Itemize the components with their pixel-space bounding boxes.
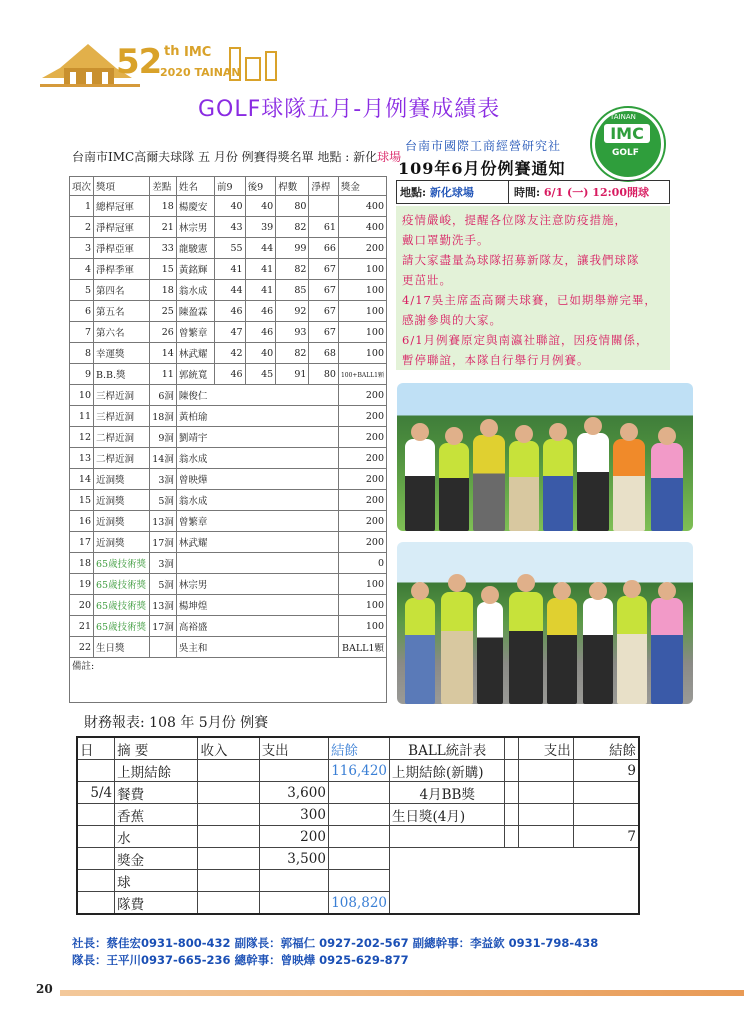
cell: 第六名 bbox=[94, 322, 150, 343]
table-row bbox=[70, 406, 387, 427]
cell: 4月BB獎 bbox=[390, 782, 505, 804]
cell: 13 bbox=[70, 448, 94, 469]
cell: 3,500 bbox=[259, 848, 328, 870]
cell: 20 bbox=[70, 595, 94, 616]
cell: 99 bbox=[276, 238, 309, 259]
cell: 108,820 bbox=[328, 892, 389, 915]
cell: 餐費 bbox=[115, 782, 198, 804]
cell: 40 bbox=[245, 343, 276, 364]
cell: 高裕盛 bbox=[176, 616, 338, 637]
cell: 65歲技術獎 bbox=[94, 574, 150, 595]
cell: 200 bbox=[338, 532, 386, 553]
cell: 82 bbox=[276, 259, 309, 280]
table-row bbox=[77, 848, 639, 870]
cell bbox=[518, 870, 573, 892]
cell: 第四名 bbox=[94, 280, 150, 301]
cell: 46 bbox=[245, 322, 276, 343]
awards-title-highlight: 球場 bbox=[377, 150, 402, 164]
cell: 65歲技術獎 bbox=[94, 616, 150, 637]
cell: 林宗男 bbox=[176, 574, 338, 595]
cell: 45 bbox=[245, 364, 276, 385]
awards-title bbox=[72, 148, 401, 165]
cell: 82 bbox=[276, 217, 309, 238]
cell: 黃柏瑜 bbox=[176, 406, 338, 427]
cell bbox=[505, 760, 518, 782]
cell: 郭統寬 bbox=[176, 364, 214, 385]
notice-line: 4/17吳主席盃高爾夫球賽，已如期舉辦完畢， bbox=[402, 293, 657, 307]
badge-top-text: TAINAN bbox=[610, 113, 636, 121]
cell: 18 bbox=[150, 280, 177, 301]
table-row bbox=[70, 259, 387, 280]
cell bbox=[573, 848, 639, 870]
table-row bbox=[70, 217, 387, 238]
cell bbox=[328, 782, 389, 804]
cell: 300 bbox=[259, 804, 328, 826]
cell bbox=[328, 804, 389, 826]
cell: 67 bbox=[309, 280, 339, 301]
cell bbox=[77, 804, 115, 826]
cell: 46 bbox=[214, 364, 245, 385]
cell: 17洞 bbox=[150, 532, 177, 553]
cell: 曾映燁 bbox=[176, 469, 338, 490]
table-row bbox=[70, 301, 387, 322]
cell bbox=[390, 892, 505, 915]
cell: 楊坤煌 bbox=[176, 595, 338, 616]
team-photo-lot bbox=[397, 542, 693, 704]
table-row bbox=[77, 782, 639, 804]
cell: 21 bbox=[70, 616, 94, 637]
cell: 200 bbox=[338, 448, 386, 469]
cell bbox=[150, 637, 177, 658]
cell: 41 bbox=[214, 259, 245, 280]
cell: 15 bbox=[150, 259, 177, 280]
cell: 67 bbox=[309, 322, 339, 343]
awards-col-name: 姓名 bbox=[176, 177, 214, 196]
team-photo-course bbox=[397, 383, 693, 531]
time-value: 6/1 (一) 12:00開球 bbox=[543, 186, 649, 199]
cell bbox=[198, 760, 259, 782]
cell: 隊費 bbox=[115, 892, 198, 915]
cell: 14 bbox=[70, 469, 94, 490]
cell: 25 bbox=[150, 301, 177, 322]
cell: 17洞 bbox=[150, 616, 177, 637]
cell: 林武耀 bbox=[176, 343, 214, 364]
table-row bbox=[70, 637, 387, 658]
notice-line: 感謝參與的大家。 bbox=[402, 313, 502, 327]
footer-bar bbox=[60, 990, 744, 996]
table-row bbox=[70, 238, 387, 259]
cell: 43 bbox=[214, 217, 245, 238]
cell: 陳盈霖 bbox=[176, 301, 214, 322]
cell: 上期結餘(新購) bbox=[390, 760, 505, 782]
awards-header-row bbox=[70, 177, 387, 196]
cell: 曾繁章 bbox=[176, 322, 214, 343]
cell: 100 bbox=[338, 280, 386, 301]
cell: 6 bbox=[70, 301, 94, 322]
notice-line: 戴口罩勤洗手。 bbox=[402, 233, 490, 247]
awards-col-back9: 後9 bbox=[245, 177, 276, 196]
cell bbox=[259, 760, 328, 782]
cell: 第五名 bbox=[94, 301, 150, 322]
cell bbox=[328, 826, 389, 848]
cell bbox=[328, 870, 389, 892]
awards-col-handicap: 差點 bbox=[150, 177, 177, 196]
cell: 8 bbox=[70, 343, 94, 364]
time-label: 時間: bbox=[514, 186, 541, 199]
table-row bbox=[70, 322, 387, 343]
cell: 16 bbox=[70, 511, 94, 532]
ball-col-title: BALL統計表 bbox=[390, 737, 505, 760]
awards-col-strokes: 桿數 bbox=[276, 177, 309, 196]
notice-time bbox=[514, 184, 649, 200]
cell bbox=[505, 848, 518, 870]
cell bbox=[518, 760, 573, 782]
finance-col-summary: 摘 要 bbox=[115, 737, 198, 760]
cell: 33 bbox=[150, 238, 177, 259]
finance-title: 財務報表: 108 年 5月份 例賽 bbox=[84, 715, 269, 731]
cell: 15 bbox=[70, 490, 94, 511]
cell bbox=[505, 870, 518, 892]
notice-line: 請大家盡量為球隊招募新隊友，讓我們球隊 bbox=[402, 253, 640, 267]
ball-col-blank bbox=[505, 737, 518, 760]
cell: 61 bbox=[309, 217, 339, 238]
cell: 13洞 bbox=[150, 595, 177, 616]
staff-line-1: 社長：蔡佳宏0931-800-432 副隊長：郭福仁 0927-202-567 副總幹事：李益欽 0931-798-438 bbox=[72, 936, 599, 950]
cell: 12 bbox=[70, 427, 94, 448]
cell: 翁水成 bbox=[176, 280, 214, 301]
cell: 400 bbox=[338, 196, 386, 217]
table-row bbox=[77, 892, 639, 915]
cell: 100 bbox=[338, 616, 386, 637]
cell: 44 bbox=[245, 238, 276, 259]
badge-golf-text: GOLF bbox=[612, 148, 639, 158]
cell: 3洞 bbox=[150, 469, 177, 490]
cell: 1 bbox=[70, 196, 94, 217]
cell: 400 bbox=[338, 217, 386, 238]
cell: 曾繁章 bbox=[176, 511, 338, 532]
cell: 100 bbox=[338, 574, 386, 595]
cell bbox=[518, 782, 573, 804]
cell: 6洞 bbox=[150, 385, 177, 406]
cell: 9洞 bbox=[150, 427, 177, 448]
cell: 46 bbox=[214, 301, 245, 322]
cell: 三桿近洞 bbox=[94, 406, 150, 427]
logo-number: 52 bbox=[116, 42, 162, 82]
cell: 17 bbox=[70, 532, 94, 553]
cell: 18 bbox=[150, 196, 177, 217]
notice-line: 6/1月例賽原定與南瀛社聯誼，因疫情關係， bbox=[402, 333, 649, 347]
cell bbox=[259, 892, 328, 915]
cell: 14 bbox=[150, 343, 177, 364]
cell: 100+BALL1顆 bbox=[338, 364, 386, 385]
cell: 200 bbox=[338, 385, 386, 406]
cell: 0 bbox=[338, 553, 386, 574]
table-row bbox=[70, 574, 387, 595]
table-row bbox=[70, 490, 387, 511]
cell bbox=[573, 804, 639, 826]
table-row bbox=[77, 826, 639, 848]
cell: 9 bbox=[70, 364, 94, 385]
cell: 18 bbox=[70, 553, 94, 574]
table-row bbox=[77, 804, 639, 826]
cell: 11 bbox=[150, 364, 177, 385]
table-row bbox=[70, 427, 387, 448]
cell: 39 bbox=[245, 217, 276, 238]
cell: 200 bbox=[259, 826, 328, 848]
cell: 幸運獎 bbox=[94, 343, 150, 364]
cell: 91 bbox=[276, 364, 309, 385]
cell bbox=[573, 892, 639, 915]
staff-line-2: 隊長：王平川0937-665-236 總幹事：曾映燁 0925-629-877 bbox=[72, 953, 409, 967]
cell: 93 bbox=[276, 322, 309, 343]
badge-imc-text: IMC bbox=[604, 124, 650, 143]
cell: 陳俊仁 bbox=[176, 385, 338, 406]
awards-col-front9: 前9 bbox=[214, 177, 245, 196]
cell: 5/4 bbox=[77, 782, 115, 804]
cell: 楊慶安 bbox=[176, 196, 214, 217]
table-row bbox=[70, 343, 387, 364]
cell bbox=[573, 870, 639, 892]
cell bbox=[518, 826, 573, 848]
logo-suffix: th bbox=[164, 44, 180, 59]
cell: BALL1顆 bbox=[338, 637, 386, 658]
cell: 5 bbox=[70, 280, 94, 301]
cell: 85 bbox=[276, 280, 309, 301]
cell: 46 bbox=[245, 301, 276, 322]
cell: 11 bbox=[70, 406, 94, 427]
cell: 翁水成 bbox=[176, 490, 338, 511]
cell bbox=[198, 848, 259, 870]
cell: 林宗男 bbox=[176, 217, 214, 238]
page-number: 20 bbox=[36, 982, 53, 996]
cell: 球 bbox=[115, 870, 198, 892]
finance-col-balance: 結餘 bbox=[328, 737, 389, 760]
cell: 水 bbox=[115, 826, 198, 848]
finance-col-date: 日 bbox=[77, 737, 115, 760]
cell: 3洞 bbox=[150, 553, 177, 574]
cell: 41 bbox=[245, 280, 276, 301]
ball-col-balance: 結餘 bbox=[573, 737, 639, 760]
cell: 近洞獎 bbox=[94, 469, 150, 490]
cell: 44 bbox=[214, 280, 245, 301]
cell: 龍駿憲 bbox=[176, 238, 214, 259]
cell: 劉靖宇 bbox=[176, 427, 338, 448]
cell: 67 bbox=[309, 301, 339, 322]
cell: 9 bbox=[573, 760, 639, 782]
cell bbox=[77, 826, 115, 848]
cell: 4 bbox=[70, 259, 94, 280]
info-divider bbox=[508, 180, 509, 204]
cell: 總桿冠軍 bbox=[94, 196, 150, 217]
cell: 22 bbox=[70, 637, 94, 658]
table-row bbox=[70, 448, 387, 469]
cell bbox=[505, 804, 518, 826]
notice-location bbox=[400, 184, 474, 200]
cell: 7 bbox=[573, 826, 639, 848]
cell bbox=[390, 848, 505, 870]
table-row bbox=[70, 511, 387, 532]
cell bbox=[77, 870, 115, 892]
cell: 翁水成 bbox=[176, 448, 338, 469]
cell: 66 bbox=[309, 238, 339, 259]
cell: 200 bbox=[338, 469, 386, 490]
location-label: 地點: bbox=[400, 186, 427, 199]
logo-imc: IMC bbox=[184, 45, 212, 60]
cell bbox=[505, 782, 518, 804]
table-row bbox=[70, 616, 387, 637]
cell: 200 bbox=[338, 490, 386, 511]
notice-title: 109年6月份例賽通知 bbox=[398, 159, 566, 178]
cell: 21 bbox=[150, 217, 177, 238]
table-row bbox=[70, 385, 387, 406]
cell: 200 bbox=[338, 427, 386, 448]
cell: 67 bbox=[309, 259, 339, 280]
cell bbox=[77, 848, 115, 870]
cell bbox=[518, 804, 573, 826]
notice-line: 更茁壯。 bbox=[402, 273, 452, 287]
cell: 18洞 bbox=[150, 406, 177, 427]
cell bbox=[309, 196, 339, 217]
cell: 2 bbox=[70, 217, 94, 238]
cell: 65歲技術獎 bbox=[94, 595, 150, 616]
cell: 10 bbox=[70, 385, 94, 406]
cell: 200 bbox=[338, 406, 386, 427]
cell: 14洞 bbox=[150, 448, 177, 469]
table-row bbox=[70, 280, 387, 301]
table-row bbox=[77, 760, 639, 782]
cell: 13洞 bbox=[150, 511, 177, 532]
cell: B.B.獎 bbox=[94, 364, 150, 385]
cell: 3,600 bbox=[259, 782, 328, 804]
cell bbox=[505, 826, 518, 848]
cell: 上期結餘 bbox=[115, 760, 198, 782]
ball-col-expense: 支出 bbox=[518, 737, 573, 760]
cell bbox=[198, 782, 259, 804]
cell: 100 bbox=[338, 301, 386, 322]
cell bbox=[198, 826, 259, 848]
cell: 100 bbox=[338, 322, 386, 343]
notice-line: 疫情嚴峻，提醒各位隊友注意防疫措施， bbox=[402, 213, 627, 227]
cell bbox=[198, 870, 259, 892]
cell: 淨桿冠軍 bbox=[94, 217, 150, 238]
cell bbox=[518, 892, 573, 915]
cell: 100 bbox=[338, 343, 386, 364]
cell bbox=[328, 848, 389, 870]
cell: 47 bbox=[214, 322, 245, 343]
cell: 二桿近洞 bbox=[94, 448, 150, 469]
cell: 41 bbox=[245, 259, 276, 280]
cell: 26 bbox=[150, 322, 177, 343]
cell: 100 bbox=[338, 259, 386, 280]
cell: 林武耀 bbox=[176, 532, 338, 553]
cell: 200 bbox=[338, 511, 386, 532]
finance-table bbox=[76, 736, 640, 915]
cell: 三桿近洞 bbox=[94, 385, 150, 406]
cell: 80 bbox=[309, 364, 339, 385]
logo-year: 2020 TAINAN bbox=[160, 66, 241, 79]
cell: 100 bbox=[338, 595, 386, 616]
cell bbox=[390, 870, 505, 892]
cell: 42 bbox=[214, 343, 245, 364]
cell: 吳主和 bbox=[176, 637, 338, 658]
finance-col-expense: 支出 bbox=[259, 737, 328, 760]
organization-name: 台南市國際工商經營研究社 bbox=[405, 139, 562, 153]
awards-title-main: 台南市IMC高爾夫球隊 五 月份 例賽得獎名單 地點 : 新化 bbox=[72, 150, 378, 164]
cell: 5洞 bbox=[150, 574, 177, 595]
notice-line: 暫停聯誼，本隊自行舉行月例賽。 bbox=[402, 353, 590, 367]
awards-remark: 備註: bbox=[70, 658, 387, 703]
table-row bbox=[70, 469, 387, 490]
table-row bbox=[70, 595, 387, 616]
cell: 68 bbox=[309, 343, 339, 364]
awards-col-net: 淨桿 bbox=[309, 177, 339, 196]
cell: 7 bbox=[70, 322, 94, 343]
table-row bbox=[77, 870, 639, 892]
cell: 生日獎(4月) bbox=[390, 804, 505, 826]
cell: 近洞獎 bbox=[94, 490, 150, 511]
awards-remark-row bbox=[70, 658, 387, 703]
cell: 獎金 bbox=[115, 848, 198, 870]
table-row bbox=[70, 553, 387, 574]
cell: 近洞獎 bbox=[94, 532, 150, 553]
cell: 65歲技術獎 bbox=[94, 553, 150, 574]
location-value: 新化球場 bbox=[429, 186, 474, 199]
cell: 黃銘輝 bbox=[176, 259, 214, 280]
cell bbox=[176, 553, 338, 574]
cell bbox=[198, 804, 259, 826]
cell: 二桿近洞 bbox=[94, 427, 150, 448]
cell bbox=[77, 892, 115, 915]
awards-col-index: 項次 bbox=[70, 177, 94, 196]
cell: 40 bbox=[214, 196, 245, 217]
table-row bbox=[70, 364, 387, 385]
cell: 3 bbox=[70, 238, 94, 259]
cell: 淨桿亞軍 bbox=[94, 238, 150, 259]
cell: 80 bbox=[276, 196, 309, 217]
cell bbox=[390, 826, 505, 848]
cell: 生日獎 bbox=[94, 637, 150, 658]
cell: 116,420 bbox=[328, 760, 389, 782]
cell: 近洞獎 bbox=[94, 511, 150, 532]
finance-header-row bbox=[77, 737, 639, 760]
cell: 5洞 bbox=[150, 490, 177, 511]
awards-col-bonus: 獎金 bbox=[338, 177, 386, 196]
cell: 香蕉 bbox=[115, 804, 198, 826]
finance-col-income: 收入 bbox=[198, 737, 259, 760]
cell: 92 bbox=[276, 301, 309, 322]
cell: 200 bbox=[338, 238, 386, 259]
awards-col-prize: 獎項 bbox=[94, 177, 150, 196]
page-title: GOLF球隊五月-月例賽成績表 bbox=[198, 97, 501, 122]
table-row bbox=[70, 532, 387, 553]
awards-table bbox=[69, 176, 387, 703]
cell: 55 bbox=[214, 238, 245, 259]
cell bbox=[505, 892, 518, 915]
cell: 淨桿季軍 bbox=[94, 259, 150, 280]
cell bbox=[573, 782, 639, 804]
cell bbox=[198, 892, 259, 915]
cell: 40 bbox=[245, 196, 276, 217]
cell bbox=[77, 760, 115, 782]
table-row bbox=[70, 196, 387, 217]
cell: 19 bbox=[70, 574, 94, 595]
cell bbox=[259, 870, 328, 892]
cell: 82 bbox=[276, 343, 309, 364]
cell bbox=[518, 848, 573, 870]
